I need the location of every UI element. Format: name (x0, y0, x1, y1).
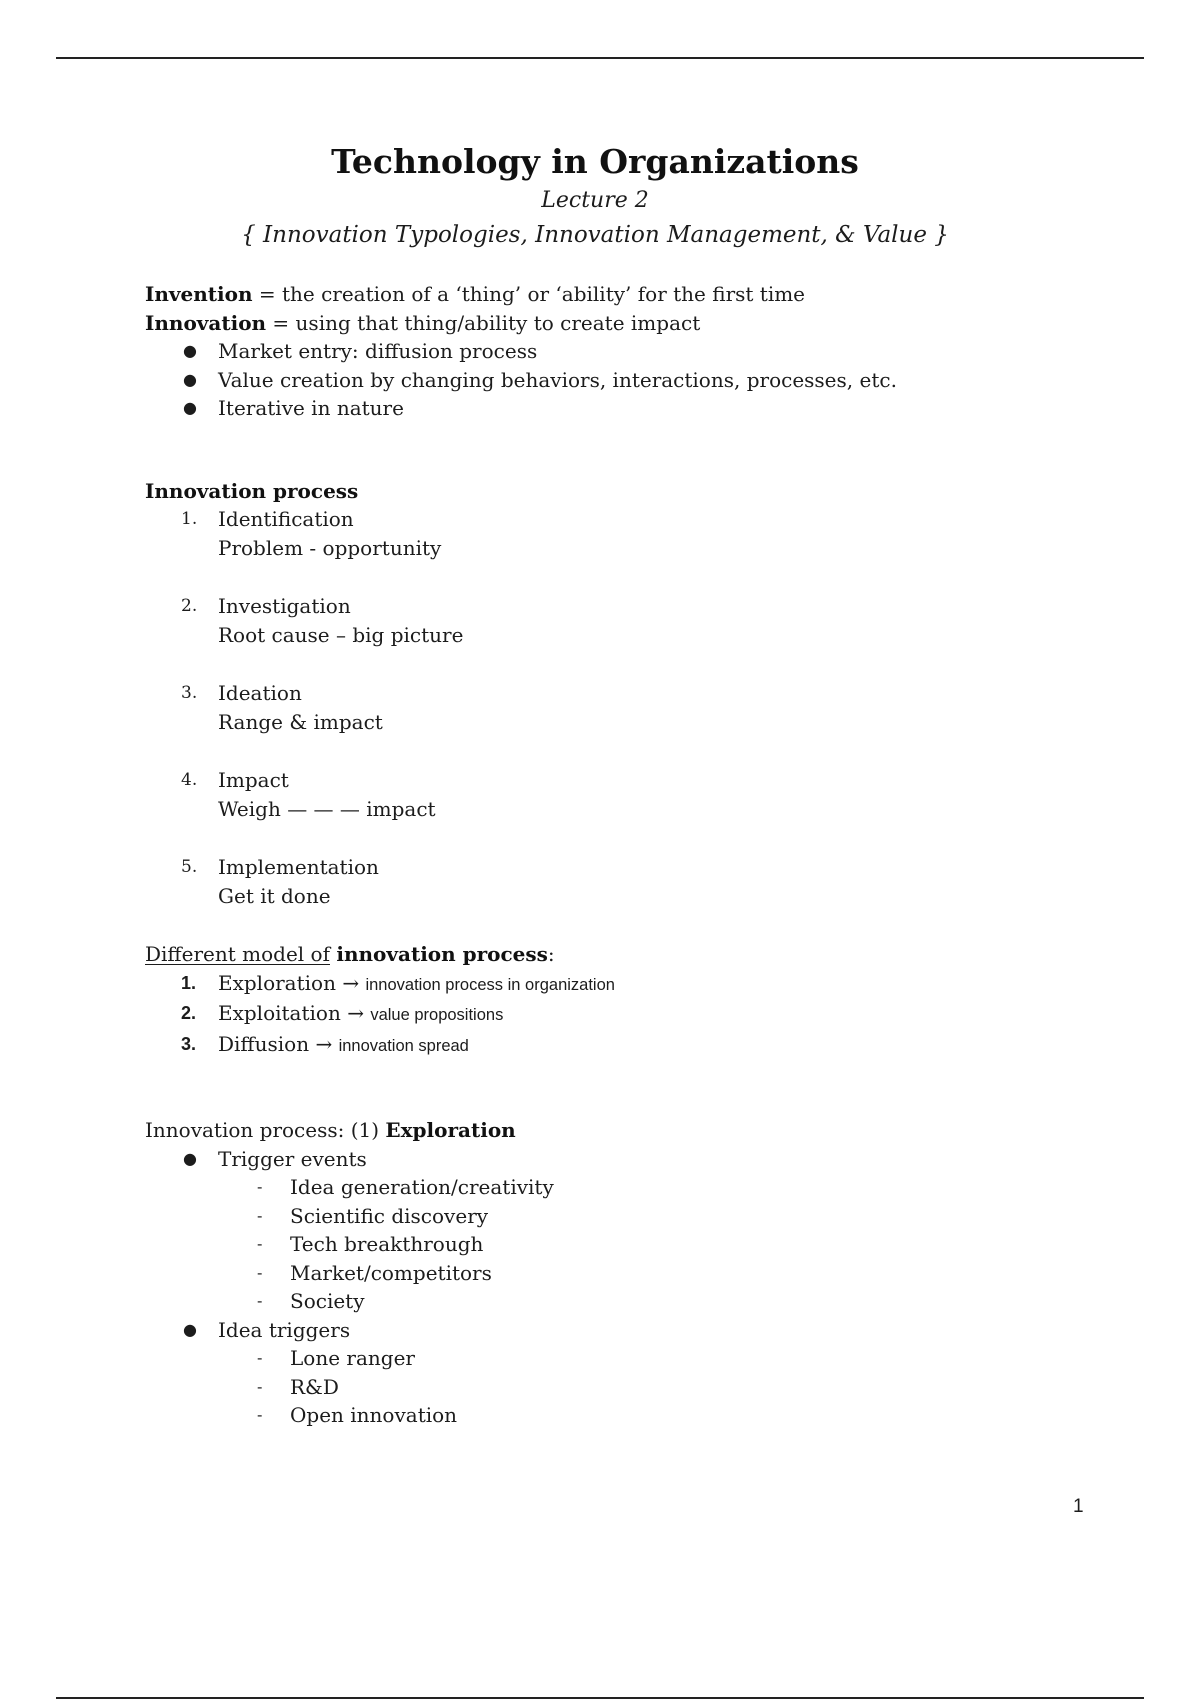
model-heading-plain: Different model of (145, 942, 330, 966)
page-title: Technology in Organizations (331, 142, 859, 181)
invention-definition (145, 280, 1045, 309)
lecture-topics: { Innovation Typologies, Innovation Management, & Value } (241, 222, 949, 248)
dash-icon: - (257, 1405, 263, 1424)
dash-item (145, 1173, 1045, 1202)
dash-item (145, 1230, 1045, 1259)
step-name: Investigation (218, 594, 351, 618)
model-item-number: 1. (181, 972, 197, 993)
bullet-icon: ● (183, 1319, 197, 1339)
bullet-text: Iterative in nature (218, 396, 404, 420)
dash-icon: - (257, 1376, 263, 1396)
model-heading-colon: : (547, 942, 555, 966)
bullet-text: Market entry: diffusion process (218, 339, 538, 363)
step-note: Problem - opportunity (218, 535, 442, 560)
dash-item-text: Scientific discovery (290, 1203, 489, 1228)
bullet-item (145, 337, 1045, 366)
step-name: Ideation (218, 681, 302, 705)
dash-icon: - (257, 1234, 263, 1253)
bullet-icon: ● (183, 1148, 197, 1168)
step-note: Root cause – big picture (218, 622, 464, 647)
dash-item-text: R&D (290, 1374, 339, 1399)
bullet-icon: ● (183, 398, 197, 417)
dash-icon: - (257, 1205, 263, 1225)
dash-item (145, 1202, 1045, 1231)
dash-item-text: Society (290, 1289, 365, 1313)
model-item-name: Exploration (218, 970, 336, 995)
model-item (145, 969, 1045, 1000)
model-item-name: Exploitation (218, 1001, 341, 1025)
model-item (145, 1030, 1045, 1061)
exploration-heading (145, 1116, 1045, 1145)
bullet-item (145, 394, 1045, 423)
arrow-right-icon: → (309, 1031, 339, 1056)
bullet-icon: ● (183, 369, 197, 389)
model-item-name: Diffusion (218, 1031, 310, 1056)
bottom-rule (56, 1697, 1144, 1699)
page-number: 1 (1073, 1496, 1084, 1517)
model-item-note: innovation spread (338, 1036, 469, 1055)
step-number: 2. (181, 596, 198, 616)
step-name: Identification (218, 507, 354, 531)
model-item (145, 999, 1045, 1030)
group-label: Idea triggers (218, 1317, 351, 1342)
arrow-right-icon: → (335, 970, 366, 995)
process-step (145, 505, 1045, 534)
process-step (145, 679, 1045, 708)
dash-item-text: Idea generation/creativity (290, 1175, 554, 1199)
step-number: 1. (181, 509, 198, 529)
model-item-note: innovation process in organization (365, 975, 615, 994)
group-label: Trigger events (218, 1146, 367, 1171)
model-item-number: 2. (181, 1003, 197, 1023)
bullet-text: Value creation by changing behaviors, interactions, processes, etc. (218, 367, 897, 392)
innovation-term: Innovation (145, 310, 267, 335)
dash-item-text: Open innovation (290, 1403, 458, 1427)
dash-item-text: Lone ranger (290, 1346, 415, 1370)
step-note: Get it done (218, 883, 331, 908)
invention-text: = the creation of a ‘thing’ or ‘ability’ for the first time (252, 282, 806, 306)
bullet-icon: ● (183, 341, 197, 360)
dash-item-text: Tech breakthrough (290, 1232, 484, 1256)
arrow-right-icon: → (340, 1001, 371, 1025)
dash-item (145, 1344, 1045, 1373)
step-number: 4. (181, 770, 198, 790)
model-item-number: 3. (181, 1033, 197, 1054)
step-name: Implementation (218, 855, 379, 879)
group-bullet (145, 1316, 1045, 1345)
step-name: Impact (218, 768, 289, 792)
innovation-definition (145, 309, 1045, 338)
dash-item-text: Market/competitors (290, 1260, 492, 1285)
step-note: Weigh — — — impact (218, 796, 436, 821)
dash-icon: - (257, 1262, 263, 1282)
bullet-item (145, 366, 1045, 395)
dash-item (145, 1259, 1045, 1288)
step-number: 5. (181, 857, 198, 877)
step-note: Range & impact (218, 709, 383, 734)
document-page (145, 140, 1045, 1430)
process-step (145, 853, 1045, 882)
process-step (145, 592, 1045, 621)
dash-icon: - (257, 1291, 263, 1310)
dash-item (145, 1373, 1045, 1402)
dash-item (145, 1287, 1045, 1316)
step-number: 3. (181, 683, 198, 703)
dash-item (145, 1401, 1045, 1430)
dash-icon: - (257, 1348, 263, 1367)
top-rule (56, 57, 1144, 59)
invention-term: Invention (145, 282, 253, 306)
model-heading-bold: innovation process (336, 942, 548, 966)
model-heading (145, 940, 1045, 969)
dash-icon: - (257, 1177, 263, 1196)
process-step (145, 766, 1045, 795)
model-item-note: value propositions (370, 1006, 504, 1024)
innovation-process-heading: Innovation process (145, 478, 359, 503)
lecture-subtitle: Lecture 2 (541, 188, 649, 213)
exploration-heading-bold: Exploration (385, 1118, 516, 1142)
exploration-heading-plain: Innovation process: (1) (145, 1118, 386, 1142)
group-bullet (145, 1145, 1045, 1174)
innovation-text: = using that thing/ability to create impact (266, 310, 701, 335)
